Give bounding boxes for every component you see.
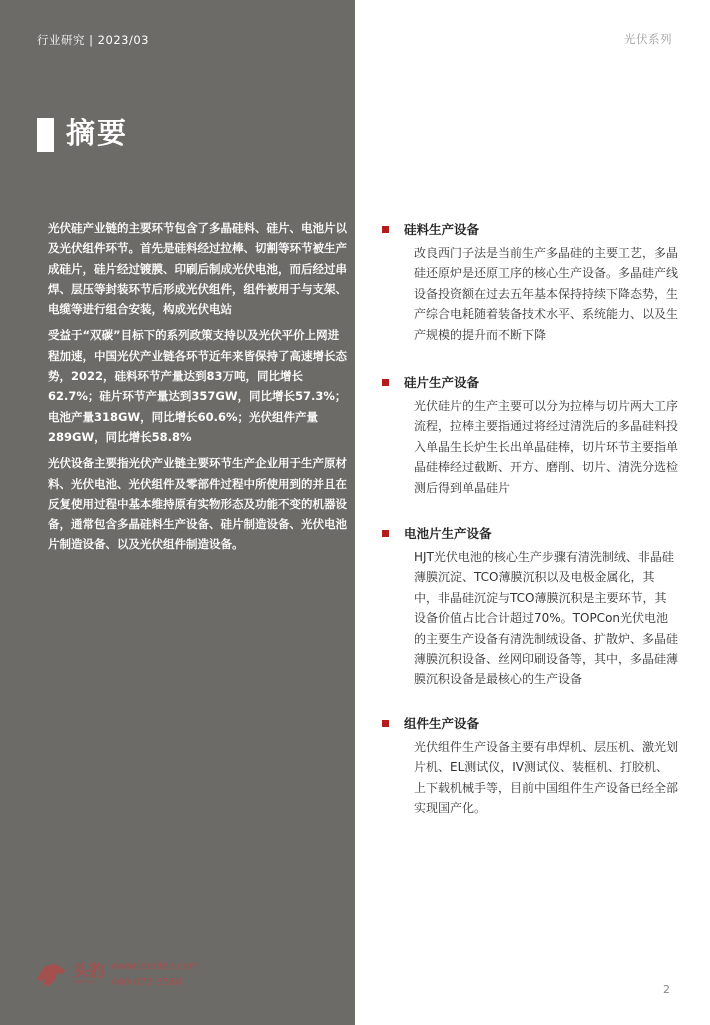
title-bar-decoration <box>37 118 54 152</box>
series-label: 光伏系列 <box>624 32 672 46</box>
section-header <box>382 713 682 733</box>
footer-website: www.leadleo.com <box>111 961 199 972</box>
section-body: 改良西门子法是当前生产多晶硅的主要工艺，多晶硅还原炉是还原工序的核心生产设备。多晶硅产线设备投资额在过去五年基本保持持续下降态势，生产综合电耗随着装备技术水平、系统能力、以及生产规模的提升而不断下降 <box>414 246 679 342</box>
section-body: 光伏组件生产设备主要有串焊机、层压机、激光划片机、EL测试仪，IV测试仪、装框机、打胶机、上下载机械手等，目前中国组件生产设备已经全部实现国产化。 <box>414 740 679 816</box>
section-title: 硅料生产设备 <box>404 222 480 237</box>
section-header <box>382 219 682 239</box>
square-bullet-icon <box>382 379 389 386</box>
square-bullet-icon <box>382 226 389 233</box>
section-title: 硅片生产设备 <box>404 375 480 390</box>
section-body: HJT光伏电池的核心生产步骤有清洗制绒、非晶硅薄膜沉淀、TCO薄膜沉积以及电极金属化，其中，非晶硅沉淀与TCO薄膜沉积是主要环节，其设备价值占比合计超过70%。TOPCon光伏电池的主要生产设备有清洗制绒设备、扩散炉、多晶硅薄膜沉积设备、丝网印刷设备等，其中，多晶硅薄膜沉积设备是最核心的生产设备 <box>414 550 679 687</box>
square-bullet-icon <box>382 530 389 537</box>
footer-logo <box>35 958 220 998</box>
report-category-date: 行业研究 | 2023/03 <box>37 33 149 47</box>
section-cell <box>382 523 682 690</box>
summary-text <box>48 218 348 561</box>
summary-paragraph: 受益于“双碳”目标下的系列政策支持以及光伏平价上网进程加速，中国光伏产业链各环节近年来皆保持了高速增长态势，2022，硅料环节产量达到83万吨，同比增长62.7%；硅片环节产量达到357GW，同比增长57.3%；电池产量318GW，同比增长60.6%；光伏组件产量289GW，同比增长58.8% <box>48 328 347 444</box>
leopard-logo-icon <box>35 960 69 990</box>
logo-brand: 头豹 <box>73 961 106 980</box>
page-title: 摘要 <box>66 116 129 150</box>
section-header <box>382 372 682 392</box>
section-module <box>382 713 682 819</box>
summary-paragraph: 光伏硅产业链的主要环节包含了多晶硅料、硅片、电池片以及光伏组件环节。首先是硅料经过拉棒、切割等环节被生产成硅片，硅片经过镀膜、印刷后制成光伏电池，而后经过串焊、层压等封装环节后形成光伏组件，组件被用于与支架、电缆等进行组合安装，构成光伏电站 <box>48 221 347 317</box>
square-bullet-icon <box>382 720 389 727</box>
summary-paragraph: 光伏设备主要指光伏产业链主要环节生产企业用于生产原材料、光伏电池、光伏组件及零部件过程中所使用到的并且在反复使用过程中基本维持原有实物形态及功能不变的机器设备，通常包含多晶硅料生产设备、硅片制造设备、光伏电池片制造设备、以及光伏组件制造设备。 <box>48 456 347 552</box>
section-title: 组件生产设备 <box>404 716 480 731</box>
section-body: 光伏硅片的生产主要可以分为拉棒与切片两大工序流程，拉棒主要指通过将经过清洗后的多晶硅料投入单晶生长炉生长出单晶硅棒，切片环节主要指单晶硅棒经过截断、开方、磨削、切片、清洗分选检测后得到单晶硅片 <box>414 399 679 495</box>
section-header <box>382 523 682 543</box>
section-title: 电池片生产设备 <box>404 526 492 541</box>
section-wafer <box>382 372 682 498</box>
section-silicon-material <box>382 219 682 345</box>
footer-phone: 400-072-5588 <box>111 977 182 988</box>
page-number: 2 <box>663 983 670 996</box>
logo-brand-en: LeadLeo <box>73 979 96 985</box>
